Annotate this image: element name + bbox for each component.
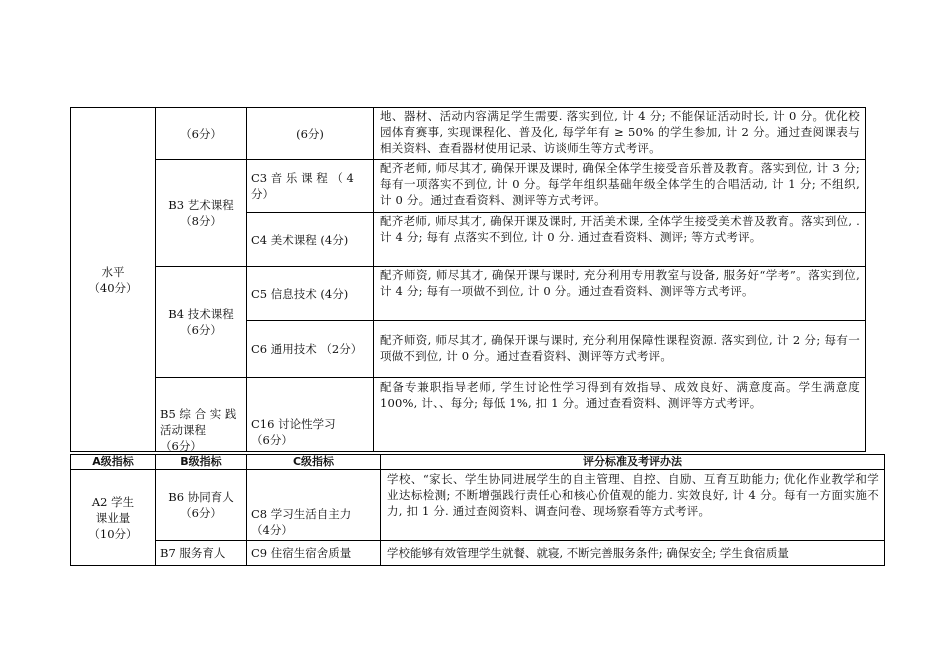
c-level-text: C16 讨论性学习 （6分） xyxy=(251,417,336,447)
b-level-cell xyxy=(156,470,246,540)
c-level-text: C3 音 乐 课 程 （ 4 分） xyxy=(251,171,354,201)
c-level-text: C4 美术课程 (4分) xyxy=(251,232,349,247)
standard-cell xyxy=(383,541,883,565)
rule xyxy=(380,454,381,566)
standard-cell: 配齐师资, 师尽其才, 确保开课与课时, 充分利用保障性课程资源. 落实到位, 计 2 分; 每有一项做不到位, 计 0 分。通过查看资料、测评等方式考评。 xyxy=(380,333,860,363)
c-level-cell xyxy=(247,321,373,377)
c-level-text: C5 信息技术 (4分) xyxy=(251,286,349,301)
standard-cell: 地、器材、活动内容满足学生需要. 落实到位, 计 4 分; 不能保证活动时长, 计 0 分。优化校园体育赛事, 实现课程化、普及化, 每学年有 ≥ 50% 的学生参加, 计 2 分。通过查阅课表与相关资料、查看器材使用记录、访谈师生等方式考评。 xyxy=(380,109,860,155)
c-level-cell xyxy=(247,398,373,450)
a-level-score: （40分） xyxy=(88,280,138,295)
c-level-cell xyxy=(247,488,380,540)
rule xyxy=(70,565,885,566)
a-level-cell xyxy=(71,108,155,451)
standard-text: 学校能够有效管理学生就餐、就寝, 不断完善服务条件; 确保安全; 学生食宿质量 xyxy=(387,546,789,560)
rule xyxy=(373,107,374,452)
b-level-cell xyxy=(156,388,246,451)
standard-cell: 配齐师资, 师尽其才, 确保开课与课时, 充分利用专用教室与设备, 服务好“学考”。落实到位, 计 4 分; 每有一项做不到位, 计 0 分。通过查看资料、测评等方式考评。 xyxy=(380,268,860,298)
b-level-cell xyxy=(156,267,246,377)
standard-cell: 配备专兼职指导老师, 学生讨论性学习得到有效指导、成效良好、满意度高。学生满意度 100%, 计、、每分; 每低 1%, 扣 1 分。通过查看资料、测评等方式考评。 xyxy=(380,380,860,410)
rule xyxy=(884,454,885,566)
c-level-cell xyxy=(247,108,373,159)
header-c-level: C级指标 xyxy=(292,455,335,468)
b-level-text: （6分） xyxy=(180,126,222,141)
b-level-text: B7 服务育人 xyxy=(160,546,226,560)
standard-cell: 配齐老师, 师尽其才, 确保开课及课时, 确保全体学生接受音乐普及教育。落实到位, 计 3 分; 每有一项落实不到位, 计 0 分。每学年组织基础年级全体学生的合唱活动, 计 1 分; 不组织, 计 0 分。通过查看资料、测评等方式考评。 xyxy=(380,161,860,207)
header-standard: 评分标准及考评办法 xyxy=(583,455,682,468)
a-level-name: A2 学生 课业量 （10分） xyxy=(88,494,138,541)
rule xyxy=(70,451,866,452)
header-a-level: A级指标 xyxy=(92,455,134,468)
b-level-text: B5 综 合 实 践 活动课程 （6分） xyxy=(160,407,237,451)
header-b-level: B级指标 xyxy=(180,455,222,468)
rule xyxy=(865,107,866,452)
c-level-text: (6分) xyxy=(296,126,324,141)
b-level-text: B4 技术课程 （6分） xyxy=(168,307,234,337)
c-level-text: C6 通用技术 （2分） xyxy=(251,342,363,356)
standard-cell: 配齐老师, 师尽其才, 确保开课及课时, 开活美术课, 全体学生接受美术普及教育。落实到位, . 计 4 分; 每有 点落实不到位, 计 0 分. 通过查看资料、测评; 等方式考评。 xyxy=(380,214,860,244)
standard-cell: 学校、“家长、学生协同进展学生的自主管理、自控、自励、互育互助能力; 优化作业教学和学业达标检测; 不断增强践行责任心和核心价值观的能力. 实效良好, 计 4 分。每有一方面实施不力, 扣 1 分. 通过查阅资料、调查问卷、现场察看等方式考评。 xyxy=(387,472,879,518)
b-level-cell xyxy=(156,108,246,159)
b-level-cell xyxy=(156,541,246,565)
a-level-cell xyxy=(71,470,155,565)
b-level-text: B6 协同育人 （6分） xyxy=(168,490,234,520)
c-level-text: C8 学习生活自主力 （4分） xyxy=(251,507,352,537)
c-level-cell xyxy=(247,541,380,565)
c-level-cell xyxy=(247,160,373,212)
c-level-cell xyxy=(247,267,373,320)
c-level-cell xyxy=(247,213,373,266)
b-level-text: B3 艺术课程 （8分） xyxy=(168,198,234,228)
a-level-name: 水平 xyxy=(101,264,125,279)
b-level-cell xyxy=(156,160,246,266)
c-level-text: C9 住宿生宿舍质量 xyxy=(251,546,352,560)
